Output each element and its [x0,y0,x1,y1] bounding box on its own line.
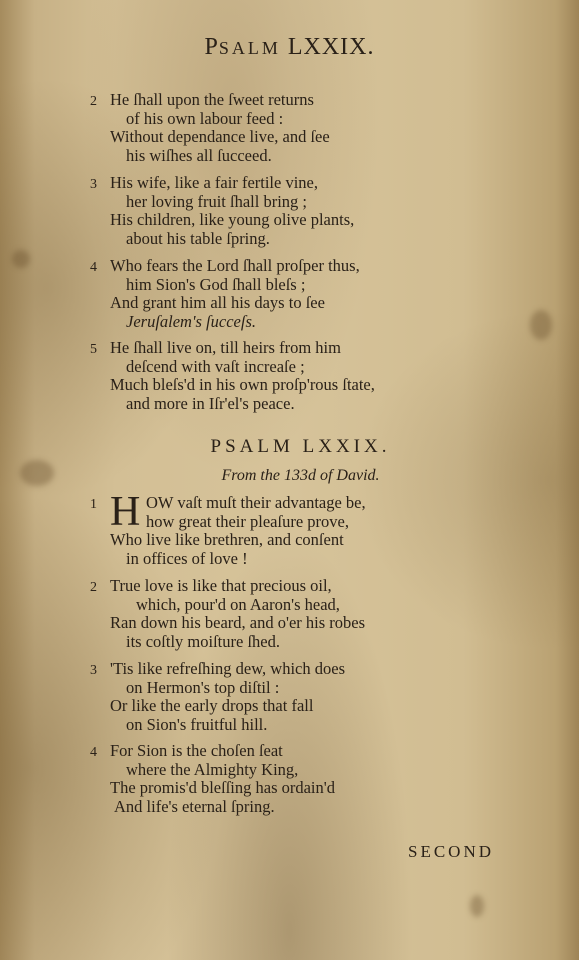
verse-line: He ſhall live on, till heirs from him [110,338,341,357]
verse-line: its coſtly moiſture ſhed. [126,631,280,651]
stanza-3 [90,660,345,734]
verse-line: True love is like that precious oil, [110,576,332,595]
verse-line: 'Tis like refreſhing dew, which does [110,659,346,678]
verse-line: The promis'd bleſſing has ordain'd [110,778,335,798]
verse-line: on Sion's fruitful hill. [126,714,268,734]
verse-line: And life's eternal ſpring. [114,796,275,816]
page-stain [470,895,484,917]
verse-line: where the Almighty King, [126,759,299,779]
verse-line: His children, like young olive plants, [110,210,355,230]
stanza-1 [90,494,366,568]
running-head [0,34,579,61]
stanza-number: 3 [90,177,97,192]
verse-line: his wiſhes all ſucceed. [126,145,272,165]
verse-line: how great their pleaſure prove, [146,511,349,531]
verse-line: which, pour'd on Aaron's head, [136,594,340,614]
verse-line: him Sion's God ſhall bleſs ; [126,274,306,294]
verse-line: deſcend with vaſt increaſe ; [126,356,305,376]
stanza-number: 4 [90,745,97,760]
verse-line: and more in Iſr'el's peace. [126,393,295,413]
stanza-4 [90,257,360,331]
stanza-number: 4 [90,260,97,275]
page-stain [12,250,30,268]
stanza-4 [90,742,335,816]
verse-line: He ſhall upon the ſweet returns [110,90,314,109]
verse-line: Without dependance live, and ſee [110,127,330,147]
drop-cap: H [110,489,141,535]
verse-line: His wife, like a fair fertile vine, [110,173,318,192]
verse-line: Who fears the Lord ſhall proſper thus, [110,256,360,275]
verse-line: Jeruſalem's ſucceſs. [126,311,256,331]
verse-line: For Sion is the choſen ſeat [110,741,283,760]
catchword: SECOND [408,842,495,861]
verse-line: OW vaſt muſt their advantage be, [146,493,366,512]
stanza-2 [90,91,330,165]
psalm-title: PSALM LXXIX. [210,436,391,457]
psalm-subtitle: From the 133d of David. [221,467,380,484]
stanza-3 [90,174,354,248]
stanza-number: 3 [90,663,97,678]
running-head-initial: P [204,34,219,60]
stanza-number: 2 [90,94,97,109]
verse-line: And grant him all his days to ſee [110,293,325,313]
verse-line: on Hermon's top diſtil : [126,677,280,697]
verse-line: in offices of love ! [126,548,248,568]
verse-line: of his own labour feed : [126,108,284,128]
stanza-5 [90,339,375,413]
page-stain [530,310,552,340]
verse-line: Who live like brethren, and conſent [110,530,344,550]
verse-line: Much bleſs'd in his own proſp'rous ſtate, [110,375,375,395]
verse-line: Or like the early drops that fall [110,696,314,716]
stanza-number: 5 [90,342,97,357]
stanza-number: 2 [90,580,97,595]
running-head-smallcaps: SALM [218,38,281,58]
running-head-numeral: LXXIX. [287,34,375,60]
verse-line: Ran down his beard, and o'er his robes [110,613,366,633]
stanza-number: 1 [90,497,97,512]
verse-line: about his table ſpring. [126,228,270,248]
verse-line: her loving fruit ſhall bring ; [126,191,308,211]
stanza-2 [90,577,365,651]
